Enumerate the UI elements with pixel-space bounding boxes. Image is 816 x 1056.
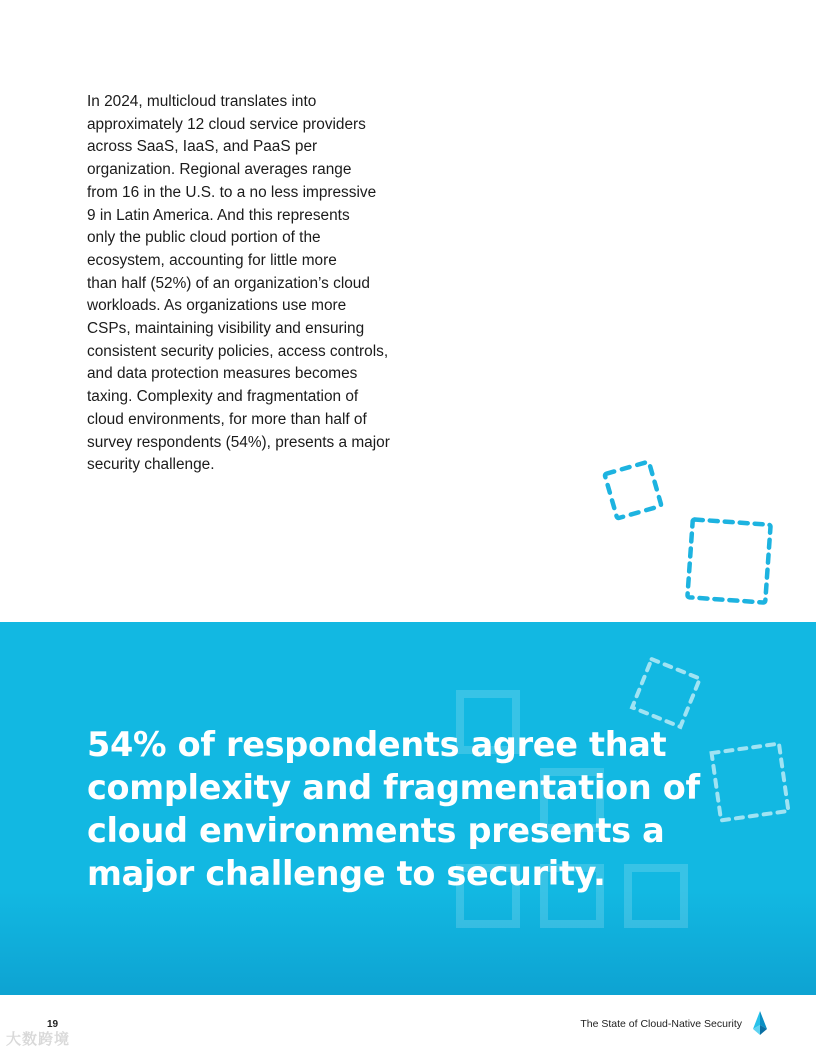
body-line: organization. Regional averages range bbox=[87, 161, 352, 179]
dashed-square-small bbox=[605, 462, 662, 519]
body-line: security challenge. bbox=[87, 456, 215, 474]
dashed-square-outline bbox=[632, 659, 700, 727]
body-line: across SaaS, IaaS, and PaaS per bbox=[87, 138, 318, 156]
page-number: 19 bbox=[47, 1019, 59, 1030]
body-line: 9 in Latin America. And this represents bbox=[87, 206, 350, 224]
body-line: CSPs, maintaining visibility and ensuring bbox=[87, 320, 365, 338]
body-line: approximately 12 cloud service providers bbox=[87, 115, 366, 133]
body-line: from 16 in the U.S. to a no less impressive bbox=[87, 183, 377, 201]
body-line: only the public cloud portion of the bbox=[87, 229, 321, 247]
body-line: than half (52%) of an organization’s cloud bbox=[87, 274, 370, 292]
callout-line: cloud environments presents a bbox=[87, 811, 665, 850]
body-line: taxing. Complexity and fragmentation of bbox=[87, 388, 359, 406]
body-line: consistent security policies, access controls, bbox=[87, 342, 389, 360]
watermark: 大数跨境 bbox=[6, 1031, 71, 1048]
dashed-square-large bbox=[687, 519, 770, 602]
callout-statement bbox=[87, 723, 727, 895]
body-line: cloud environments, for more than half of bbox=[87, 410, 367, 428]
prisma-arrow-icon bbox=[750, 1010, 770, 1036]
body-paragraph bbox=[87, 91, 417, 477]
body-line: In 2024, multicloud translates into bbox=[87, 93, 317, 110]
callout-line: 54% of respondents agree that bbox=[87, 725, 667, 764]
footer-title: The State of Cloud-Native Security bbox=[580, 1018, 742, 1030]
body-line: ecosystem, accounting for little more bbox=[87, 251, 337, 269]
body-line: workloads. As organizations use more bbox=[87, 297, 347, 315]
body-line: survey respondents (54%), presents a major bbox=[87, 433, 390, 451]
callout-band bbox=[0, 622, 816, 995]
body-line: and data protection measures becomes bbox=[87, 365, 358, 383]
dashed-squares-decoration bbox=[590, 450, 790, 615]
callout-line: major challenge to security. bbox=[87, 854, 606, 893]
callout-line: complexity and fragmentation of bbox=[87, 768, 700, 807]
